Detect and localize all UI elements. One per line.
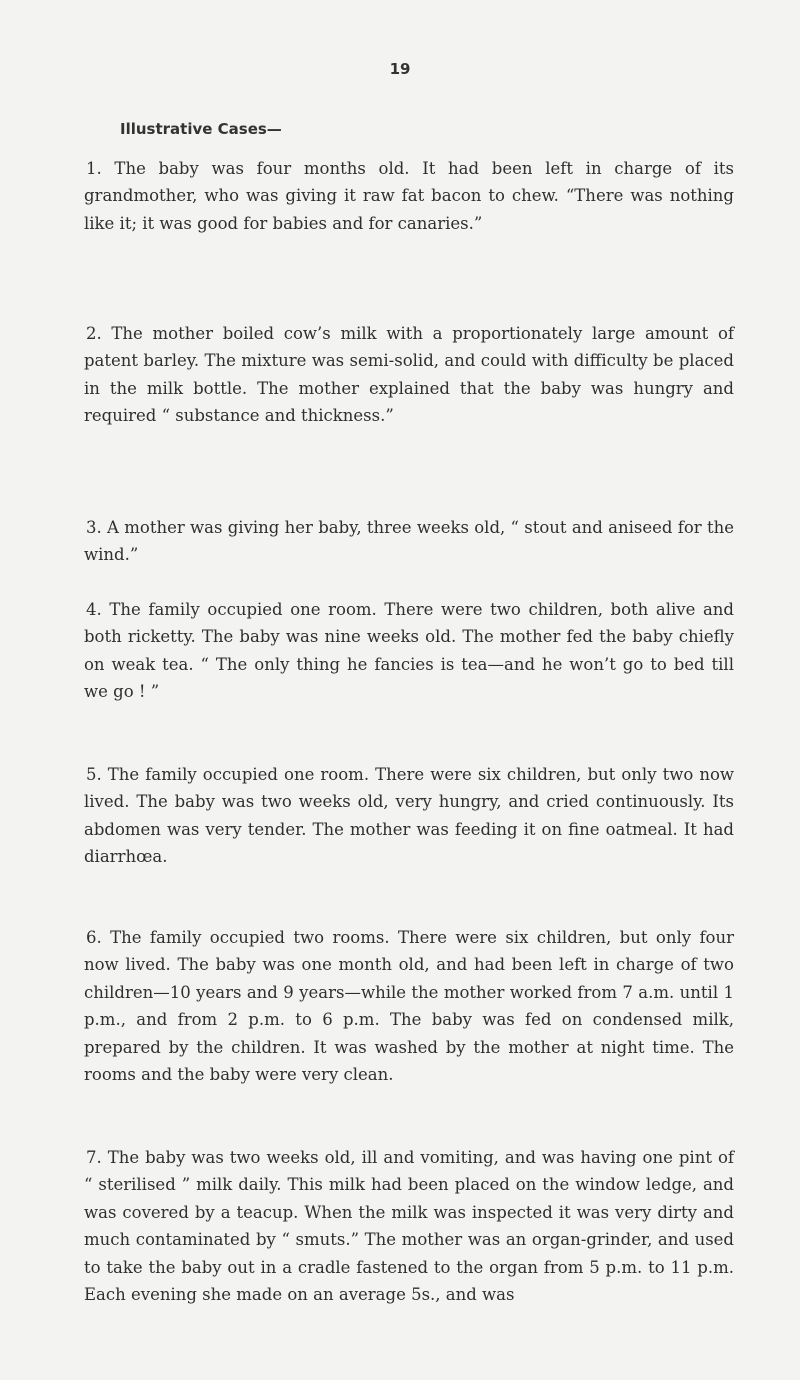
section-heading: Illustrative Cases— [120,120,282,138]
case-paragraph-6: 6. The family occupied two rooms. There were six children, but only four now lived. The baby was one month old, and had been left in charge of two children—10 years and 9 years—while the mother worked from 7 a.m. until 1 p.m., and from 2 p.m. to 6 p.m. The baby was fed on condensed milk, prepared by the children. It was washed by the mother at night time. The rooms and the baby were very clean. [84,927,734,1085]
case-paragraph-2: 2. The mother boiled cow’s milk with a proportionately large amount of patent barley. The mixture was semi-solid, and could with difficulty be placed in the milk bottle. The mother explained that the baby was hungry and required “ substance and thickness.” [84,323,734,426]
case-paragraph-1: 1. The baby was four months old. It had been left in charge of its grandmother, who was giving it raw fat bacon to chew. “There was nothing like it; it was good for babies and for canaries.” [84,158,734,233]
case-paragraph-7: 7. The baby was two weeks old, ill and vomiting, and was having one pint of “ sterilised ” milk daily. This milk had been placed on the window ledge, and was covered by a teacup. When the milk was inspected it was very dirty and much contaminated by “ smuts.” The mother was an organ-grinder, and used to take the baby out in a cradle fastened to the organ from 5 p.m. to 11 p.m. Each evening she made on an average 5s., and was [84,1147,734,1305]
case-paragraph-5: 5. The family occupied one room. There were six children, but only two now lived. The baby was two weeks old, very hungry, and cried continuously. Its abdomen was very tender. The mother was feeding it on fine oatmeal. It had diarrhœa. [84,764,734,867]
page-number: 19 [389,60,411,78]
case-paragraph-3: 3. A mother was giving her baby, three weeks old, “ stout and aniseed for the wind.” [84,517,734,565]
case-paragraph-4: 4. The family occupied one room. There were two children, both alive and both ricketty. The baby was nine weeks old. The mother fed the baby chiefly on weak tea. “ The only thing he fancies is tea—and he won’t go to bed till we go ! ” [84,599,734,702]
